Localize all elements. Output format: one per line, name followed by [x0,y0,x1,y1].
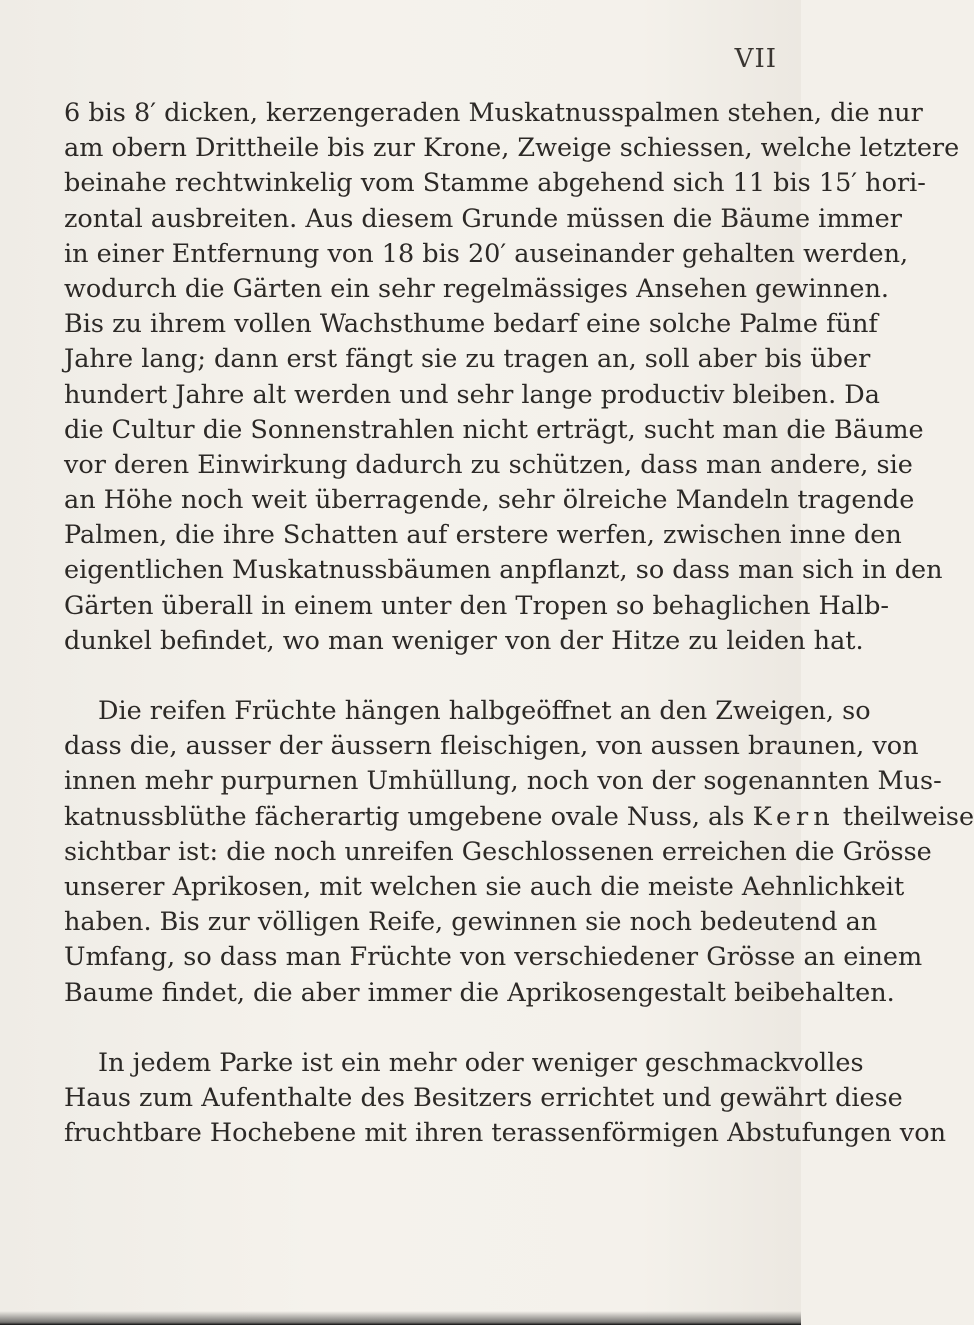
paragraph-palms-cultivation [64,96,960,659]
text-line: vor deren Einwirkung dadurch zu schützen, dass man andere, sie [64,449,913,480]
text-line: Baume findet, die aber immer die Aprikosengestalt beibehalten. [64,977,895,1008]
text-line: dunkel befindet, wo man weniger von der Hitze zu leiden hat. [64,625,864,656]
page-number: VII [734,44,777,74]
text-line: Umfang, so dass man Früchte von verschiedener Grösse an einem [64,942,923,973]
text-segment: theilweise [842,801,974,832]
text-line: hundert Jahre alt werden und sehr lange productiv bleiben. Da [64,379,880,410]
body-text [64,96,974,1151]
page-bottom-edge [0,1311,801,1325]
text-line: Jahre lang; dann erst fängt sie zu tragen an, soll aber bis über [64,344,871,375]
text-line: Die reifen Früchte hängen halbgeöffnet an den Zweigen, so [98,696,871,726]
text-segment: katnussblüthe fächerartig umgebene ovale Nuss, als [64,801,745,832]
text-line: an Höhe noch weit überragende, sehr ölreiche Mandeln tragende [64,485,915,516]
text-line: Bis zu ihrem vollen Wachsthume bedarf eine solche Palme fünf [64,309,878,340]
text-line: haben. Bis zur völligen Reife, gewinnen sie noch bedeutend an [64,907,878,938]
text-line: innen mehr purpurnen Umhüllung, noch von der sogenannten Mus- [64,766,942,797]
text-line: dass die, ausser der äussern fleischigen, von aussen braunen, von [64,731,919,762]
text-line: in einer Entfernung von 18 bis 20′ auseinander gehalten werden, [64,238,909,269]
text-line: sichtbar ist: die noch unreifen Geschlossenen erreichen die Grösse [64,836,932,867]
text-line: Gärten überall in einem unter den Tropen so behaglichen Halb- [64,590,890,621]
text-line: zontal ausbreiten. Aus diesem Grunde müssen die Bäume immer [64,203,902,234]
text-line: wodurch die Gärten ein sehr regelmässiges Ansehen gewinnen. [64,273,889,304]
text-line: Palmen, die ihre Schatten auf erstere werfen, zwischen inne den [64,520,902,551]
paragraph-ripe-fruits [64,694,974,1011]
text-line: unserer Aprikosen, mit welchen sie auch die meiste Aehnlichkeit [64,871,905,902]
text-line: In jedem Parke ist ein mehr oder weniger geschmackvolles [98,1047,864,1078]
text-line: beinahe rechtwinkelig vom Stamme abgehend sich 11 bis 15′ hori- [64,168,926,199]
text-line-with-spaced-word [64,800,974,835]
paragraph-gap [64,659,781,694]
text-line: 6 bis 8′ dicken, kerzengeraden Muskatnusspalmen stehen, die nur [64,98,923,128]
spaced-word-kern: Kern [752,801,835,832]
text-line: Haus zum Aufenthalte des Besitzers errichtet und gewährt diese [64,1082,903,1113]
paragraph-park-house [64,1046,946,1152]
text-line: fruchtbare Hochebene mit ihren terassenförmigen Abstufungen von [64,1118,946,1149]
text-line: am obern Drittheile bis zur Krone, Zweige schiessen, welche letztere [64,133,960,164]
text-line: eigentlichen Muskatnussbäumen anpflanzt, so dass man sich in den [64,555,943,586]
text-line: die Cultur die Sonnenstrahlen nicht erträgt, sucht man die Bäume [64,414,924,445]
paragraph-gap [64,1011,781,1046]
